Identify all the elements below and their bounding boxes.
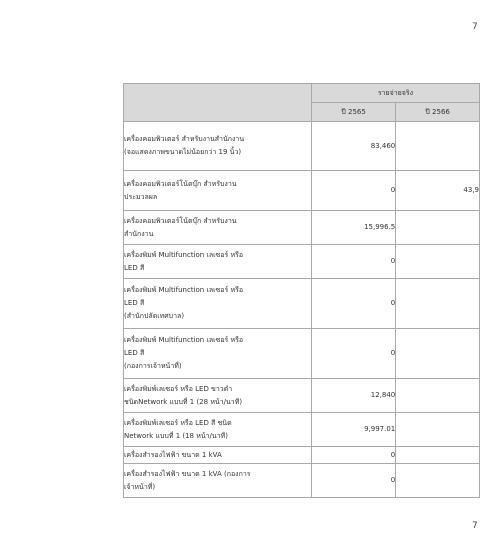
header-year-2565: ปี 2565 [311,103,395,122]
value-2566 [396,413,480,447]
table-row [124,122,480,171]
table-row [124,329,480,379]
header-item-column [124,84,312,122]
header-year-2566: ปี 2566 [396,103,480,122]
value-2566 [396,379,480,413]
table-row [124,211,480,245]
value-2565: 0 [311,329,395,379]
value-2566 [396,279,480,329]
item-description: เครื่องคอมพิวเตอร์โน้ตบุ๊ก สำหรับงาน สำนักงาน [124,211,312,245]
item-description: เครื่องสำรองไฟฟ้า ขนาด 1 kVA [124,447,312,464]
table-row [124,245,480,279]
expenditure-table [123,83,480,498]
value-2566 [396,447,480,464]
item-description: เครื่องสำรองไฟฟ้า ขนาด 1 kVA (กองการ เจ้าหน้าที่) [124,464,312,498]
value-2565: 0 [311,447,395,464]
item-description: เครื่องพิมพ์เลเซอร์ หรือ LED สี ชนิด Network แบบที่ 1 (18 หน้า/นาที) [124,413,312,447]
item-description: เครื่องคอมพิวเตอร์ สำหรับงานสำนักงาน (จอแสดงภาพขนาดไม่น้อยกว่า 19 นิ้ว) [124,122,312,171]
table-row [124,171,480,211]
value-2565: 12,840 [311,379,395,413]
value-2565: 9,997.01 [311,413,395,447]
page-number-top: 7 [472,22,478,32]
value-2566 [396,211,480,245]
table-row [124,464,480,498]
value-2565: 83,460 [311,122,395,171]
item-description: เครื่องพิมพ์เลเซอร์ หรือ LED ขาวดำ ชนิดNetwork แบบที่ 1 (28 หน้า/นาที) [124,379,312,413]
value-2565: 0 [311,279,395,329]
value-2566 [396,245,480,279]
item-description: เครื่องคอมพิวเตอร์โน้ตบุ๊ก สำหรับงาน ประมวลผล [124,171,312,211]
value-2566 [396,329,480,379]
page-number-bottom: 7 [472,521,478,531]
value-2565: 0 [311,245,395,279]
item-description: เครื่องพิมพ์ Multifunction เลเซอร์ หรือ LED สี (กองการเจ้าหน้าที่) [124,329,312,379]
table-row [124,447,480,464]
table-row [124,279,480,329]
value-2565: 0 [311,464,395,498]
table-row [124,413,480,447]
value-2565: 0 [311,171,395,211]
value-2565: 15,996.5 [311,211,395,245]
header-actual-expenditure: รายจ่ายจริง [311,84,479,103]
value-2566 [396,122,480,171]
item-description: เครื่องพิมพ์ Multifunction เลเซอร์ หรือ LED สี [124,245,312,279]
item-description: เครื่องพิมพ์ Multifunction เลเซอร์ หรือ LED สี (สำนักปลัดเทศบาล) [124,279,312,329]
table-row [124,379,480,413]
value-2566 [396,464,480,498]
value-2566: 43,9 [396,171,480,211]
